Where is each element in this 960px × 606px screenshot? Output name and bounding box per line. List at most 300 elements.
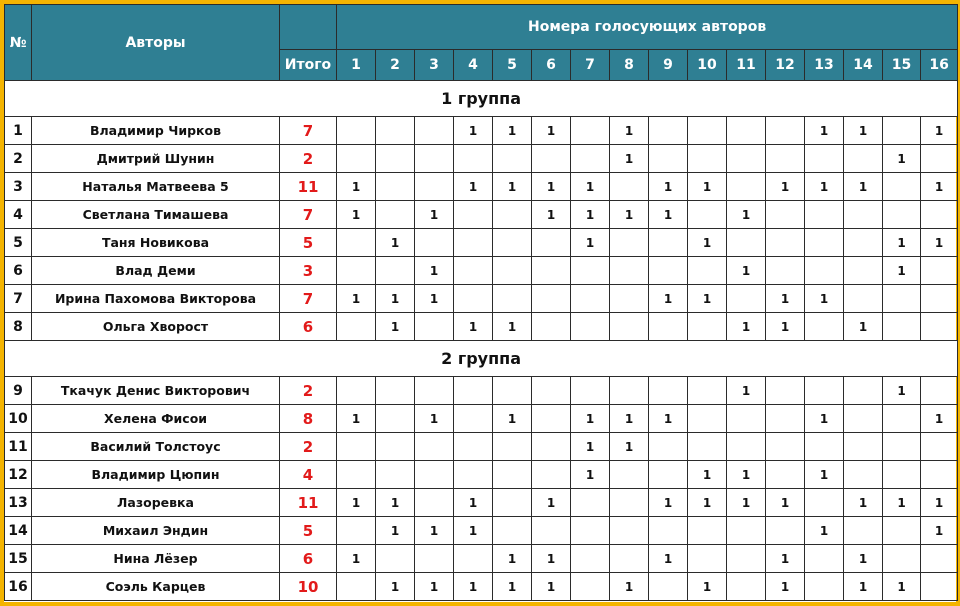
vote-cell [337, 145, 376, 173]
vote-cell: 1 [454, 489, 493, 517]
vote-cell: 1 [571, 173, 610, 201]
vote-cell [805, 201, 844, 229]
vote-cell: 1 [610, 573, 649, 601]
vote-cell [688, 313, 727, 341]
vote-cell [883, 517, 921, 545]
header-voter-number: 8 [610, 50, 649, 81]
vote-cell [766, 201, 805, 229]
vote-cell [337, 117, 376, 145]
vote-cell [532, 145, 571, 173]
vote-cell: 1 [844, 117, 883, 145]
vote-cell: 1 [532, 173, 571, 201]
vote-cell [376, 145, 415, 173]
vote-cell: 1 [415, 573, 454, 601]
header-voter-number: 4 [454, 50, 493, 81]
vote-cell [921, 145, 958, 173]
table-row [5, 489, 958, 517]
vote-cell [649, 117, 688, 145]
vote-cell [883, 173, 921, 201]
vote-cell [766, 405, 805, 433]
vote-cell: 1 [649, 173, 688, 201]
vote-cell [571, 573, 610, 601]
vote-cell: 1 [921, 405, 958, 433]
vote-cell: 1 [571, 201, 610, 229]
vote-cell [805, 433, 844, 461]
vote-cell [337, 573, 376, 601]
vote-cell [844, 377, 883, 405]
header-voter-number: 14 [844, 50, 883, 81]
vote-cell [649, 377, 688, 405]
table-row [5, 257, 958, 285]
vote-cell [610, 173, 649, 201]
vote-cell: 1 [766, 573, 805, 601]
table-row [5, 461, 958, 489]
vote-cell: 1 [921, 517, 958, 545]
row-number: 14 [5, 517, 32, 545]
vote-cell [376, 461, 415, 489]
header-number: № [5, 5, 32, 81]
vote-cell [376, 377, 415, 405]
table-row [5, 517, 958, 545]
row-number: 2 [5, 145, 32, 173]
vote-cell: 1 [921, 229, 958, 257]
header-voter-number: 13 [805, 50, 844, 81]
vote-cell [921, 377, 958, 405]
vote-cell [921, 201, 958, 229]
vote-cell: 1 [610, 433, 649, 461]
vote-cell: 1 [376, 229, 415, 257]
vote-cell [571, 285, 610, 313]
total-cell: 5 [280, 229, 337, 257]
vote-cell: 1 [415, 285, 454, 313]
author-name: Влад Деми [32, 257, 280, 285]
vote-cell [610, 545, 649, 573]
vote-cell: 1 [649, 489, 688, 517]
vote-cell [727, 173, 766, 201]
vote-cell [376, 173, 415, 201]
vote-cell: 1 [415, 201, 454, 229]
vote-cell [766, 117, 805, 145]
vote-cell [532, 433, 571, 461]
vote-cell [493, 377, 532, 405]
table-row [5, 377, 958, 405]
vote-cell [883, 201, 921, 229]
vote-cell [766, 257, 805, 285]
vote-cell [493, 433, 532, 461]
total-cell: 2 [280, 433, 337, 461]
vote-cell [649, 145, 688, 173]
vote-cell [376, 257, 415, 285]
row-number: 16 [5, 573, 32, 601]
vote-cell [493, 229, 532, 257]
author-name: Светлана Тимашева [32, 201, 280, 229]
vote-cell [337, 257, 376, 285]
vote-cell [571, 489, 610, 517]
vote-cell [454, 257, 493, 285]
group-title: 2 группа [5, 341, 958, 377]
vote-cell [415, 117, 454, 145]
author-name: Нина Лёзер [32, 545, 280, 573]
vote-cell: 1 [844, 313, 883, 341]
vote-cell: 1 [493, 545, 532, 573]
vote-cell: 1 [415, 517, 454, 545]
vote-cell: 1 [688, 461, 727, 489]
vote-cell: 1 [337, 173, 376, 201]
vote-cell [844, 405, 883, 433]
vote-cell [844, 145, 883, 173]
header-blank [280, 5, 337, 50]
vote-cell [571, 377, 610, 405]
vote-cell [688, 517, 727, 545]
vote-cell [610, 461, 649, 489]
vote-cell: 1 [766, 285, 805, 313]
header-voter-number: 6 [532, 50, 571, 81]
vote-cell [805, 573, 844, 601]
vote-cell: 1 [376, 489, 415, 517]
row-number: 11 [5, 433, 32, 461]
header-voter-number: 15 [883, 50, 921, 81]
vote-cell [844, 201, 883, 229]
total-cell: 11 [280, 489, 337, 517]
vote-cell: 1 [688, 229, 727, 257]
vote-cell [415, 461, 454, 489]
total-cell: 11 [280, 173, 337, 201]
vote-cell [532, 377, 571, 405]
vote-cell [454, 285, 493, 313]
table-row [5, 173, 958, 201]
vote-cell [766, 145, 805, 173]
vote-cell: 1 [337, 285, 376, 313]
vote-cell: 1 [454, 173, 493, 201]
vote-cell: 1 [805, 173, 844, 201]
vote-cell: 1 [727, 257, 766, 285]
vote-cell [727, 573, 766, 601]
vote-cell [610, 313, 649, 341]
author-name: Хелена Фисои [32, 405, 280, 433]
vote-cell [727, 433, 766, 461]
vote-cell [454, 461, 493, 489]
table-row [5, 117, 958, 145]
author-name: Дмитрий Шунин [32, 145, 280, 173]
author-name: Василий Толстоус [32, 433, 280, 461]
vote-cell: 1 [844, 545, 883, 573]
vote-cell: 1 [571, 229, 610, 257]
vote-cell [805, 489, 844, 517]
header-voter-number: 12 [766, 50, 805, 81]
vote-cell [688, 433, 727, 461]
vote-cell [454, 201, 493, 229]
vote-cell [805, 257, 844, 285]
vote-cell [454, 433, 493, 461]
vote-cell [649, 573, 688, 601]
vote-cell: 1 [766, 173, 805, 201]
vote-cell [844, 257, 883, 285]
vote-cell [844, 229, 883, 257]
header-authors: Авторы [32, 5, 280, 81]
table-row [5, 545, 958, 573]
vote-cell [766, 517, 805, 545]
vote-cell [376, 117, 415, 145]
table-row [5, 145, 958, 173]
vote-cell: 1 [532, 489, 571, 517]
vote-cell: 1 [337, 545, 376, 573]
vote-cell [766, 433, 805, 461]
header-total: Итого [280, 50, 337, 81]
vote-cell [415, 489, 454, 517]
table-row [5, 573, 958, 601]
header-voter-number: 10 [688, 50, 727, 81]
table-row [5, 313, 958, 341]
vote-cell [454, 545, 493, 573]
vote-cell [532, 257, 571, 285]
total-cell: 6 [280, 545, 337, 573]
table-row [5, 433, 958, 461]
vote-cell [688, 377, 727, 405]
vote-cell [727, 117, 766, 145]
row-number: 5 [5, 229, 32, 257]
table-row [5, 405, 958, 433]
vote-cell [493, 145, 532, 173]
vote-cell [376, 405, 415, 433]
vote-cell: 1 [766, 313, 805, 341]
vote-cell: 1 [610, 405, 649, 433]
group-header-row [5, 81, 958, 117]
vote-cell: 1 [805, 405, 844, 433]
vote-cell: 1 [805, 517, 844, 545]
vote-cell: 1 [921, 117, 958, 145]
vote-cell [532, 517, 571, 545]
vote-cell [649, 257, 688, 285]
vote-cell [376, 545, 415, 573]
total-cell: 6 [280, 313, 337, 341]
vote-cell: 1 [376, 517, 415, 545]
vote-cell: 1 [883, 229, 921, 257]
vote-cell [571, 545, 610, 573]
vote-cell [532, 313, 571, 341]
vote-cell [610, 517, 649, 545]
vote-cell: 1 [610, 201, 649, 229]
vote-cell [805, 545, 844, 573]
header-voter-number: 11 [727, 50, 766, 81]
row-number: 8 [5, 313, 32, 341]
table-row [5, 285, 958, 313]
vote-cell [844, 285, 883, 313]
vote-cell: 1 [532, 201, 571, 229]
vote-cell: 1 [649, 405, 688, 433]
vote-cell [532, 285, 571, 313]
vote-cell [376, 201, 415, 229]
vote-cell: 1 [688, 489, 727, 517]
vote-cell [921, 313, 958, 341]
vote-cell [883, 313, 921, 341]
vote-cell: 1 [493, 173, 532, 201]
vote-cell [493, 489, 532, 517]
header-voter-number: 7 [571, 50, 610, 81]
vote-cell [883, 433, 921, 461]
row-number: 10 [5, 405, 32, 433]
vote-cell [649, 313, 688, 341]
vote-cell [921, 545, 958, 573]
vote-cell [883, 117, 921, 145]
vote-cell [571, 517, 610, 545]
vote-cell [610, 229, 649, 257]
vote-cell: 1 [532, 117, 571, 145]
vote-cell [805, 145, 844, 173]
row-number: 13 [5, 489, 32, 517]
vote-cell [337, 377, 376, 405]
author-name: Владимир Цюпин [32, 461, 280, 489]
row-number: 12 [5, 461, 32, 489]
vote-cell: 1 [337, 201, 376, 229]
author-name: Таня Новикова [32, 229, 280, 257]
vote-cell: 1 [766, 545, 805, 573]
vote-cell [921, 257, 958, 285]
vote-cell: 1 [883, 145, 921, 173]
row-number: 1 [5, 117, 32, 145]
vote-cell [688, 117, 727, 145]
vote-cell [727, 517, 766, 545]
vote-cell [727, 405, 766, 433]
vote-cell: 1 [337, 489, 376, 517]
vote-cell: 1 [727, 377, 766, 405]
row-number: 9 [5, 377, 32, 405]
header-voter-number: 1 [337, 50, 376, 81]
author-name: Соэль Карцев [32, 573, 280, 601]
vote-cell: 1 [883, 377, 921, 405]
vote-cell [883, 461, 921, 489]
author-name: Ткачук Денис Викторович [32, 377, 280, 405]
vote-cell [571, 313, 610, 341]
vote-cell: 1 [493, 313, 532, 341]
vote-cell: 1 [883, 573, 921, 601]
vote-cell [688, 201, 727, 229]
author-name: Ольга Хворост [32, 313, 280, 341]
vote-cell: 1 [376, 573, 415, 601]
total-cell: 7 [280, 201, 337, 229]
vote-cell [571, 145, 610, 173]
vote-cell [571, 117, 610, 145]
header-voter-number: 5 [493, 50, 532, 81]
vote-cell [493, 201, 532, 229]
vote-cell: 1 [805, 461, 844, 489]
header-voter-number: 2 [376, 50, 415, 81]
vote-cell: 1 [688, 173, 727, 201]
vote-cell: 1 [844, 173, 883, 201]
total-cell: 10 [280, 573, 337, 601]
total-cell: 4 [280, 461, 337, 489]
vote-cell [376, 433, 415, 461]
vote-cell: 1 [649, 201, 688, 229]
header-voter-number: 16 [921, 50, 958, 81]
vote-cell [883, 285, 921, 313]
vote-cell [883, 545, 921, 573]
vote-cell: 1 [454, 313, 493, 341]
vote-cell: 1 [883, 489, 921, 517]
vote-cell [610, 257, 649, 285]
vote-cell [610, 285, 649, 313]
total-cell: 2 [280, 145, 337, 173]
vote-cell [610, 489, 649, 517]
vote-cell [454, 229, 493, 257]
vote-cell: 1 [844, 489, 883, 517]
vote-cell [493, 285, 532, 313]
vote-cell [921, 433, 958, 461]
row-number: 15 [5, 545, 32, 573]
author-name: Михаил Эндин [32, 517, 280, 545]
vote-cell [493, 517, 532, 545]
vote-cell: 1 [727, 201, 766, 229]
vote-cell [415, 313, 454, 341]
vote-cell: 1 [571, 461, 610, 489]
vote-cell [883, 405, 921, 433]
header-voter-number: 3 [415, 50, 454, 81]
vote-cell: 1 [493, 573, 532, 601]
vote-cell [415, 229, 454, 257]
vote-cell [337, 461, 376, 489]
vote-cell: 1 [571, 405, 610, 433]
vote-cell [688, 545, 727, 573]
vote-cell: 1 [610, 145, 649, 173]
vote-cell [337, 229, 376, 257]
vote-cell [766, 229, 805, 257]
vote-cell: 1 [571, 433, 610, 461]
header-voter-number: 9 [649, 50, 688, 81]
vote-cell [921, 285, 958, 313]
vote-cell [921, 573, 958, 601]
vote-cell: 1 [649, 545, 688, 573]
vote-cell [727, 229, 766, 257]
vote-cell: 1 [493, 405, 532, 433]
vote-cell [844, 433, 883, 461]
author-name: Ирина Пахомова Викторова [32, 285, 280, 313]
header-voters: Номера голосующих авторов [337, 5, 958, 50]
vote-cell: 1 [844, 573, 883, 601]
vote-cell [766, 461, 805, 489]
vote-cell: 1 [454, 117, 493, 145]
voting-table [4, 4, 958, 601]
table-row [5, 201, 958, 229]
vote-cell [805, 377, 844, 405]
vote-cell [688, 257, 727, 285]
total-cell: 7 [280, 285, 337, 313]
vote-cell [921, 461, 958, 489]
vote-cell [649, 433, 688, 461]
total-cell: 3 [280, 257, 337, 285]
vote-cell [415, 433, 454, 461]
vote-cell [844, 517, 883, 545]
vote-cell [454, 145, 493, 173]
vote-cell: 1 [766, 489, 805, 517]
vote-cell [415, 145, 454, 173]
vote-cell: 1 [610, 117, 649, 145]
row-number: 4 [5, 201, 32, 229]
vote-cell [766, 377, 805, 405]
vote-cell [493, 257, 532, 285]
vote-cell: 1 [493, 117, 532, 145]
vote-cell [727, 145, 766, 173]
vote-cell: 1 [376, 285, 415, 313]
vote-cell [337, 433, 376, 461]
vote-cell [415, 173, 454, 201]
vote-cell [454, 405, 493, 433]
vote-cell [532, 461, 571, 489]
total-cell: 8 [280, 405, 337, 433]
vote-cell [337, 517, 376, 545]
total-cell: 5 [280, 517, 337, 545]
group-title: 1 группа [5, 81, 958, 117]
vote-cell [532, 405, 571, 433]
author-name: Владимир Чирков [32, 117, 280, 145]
